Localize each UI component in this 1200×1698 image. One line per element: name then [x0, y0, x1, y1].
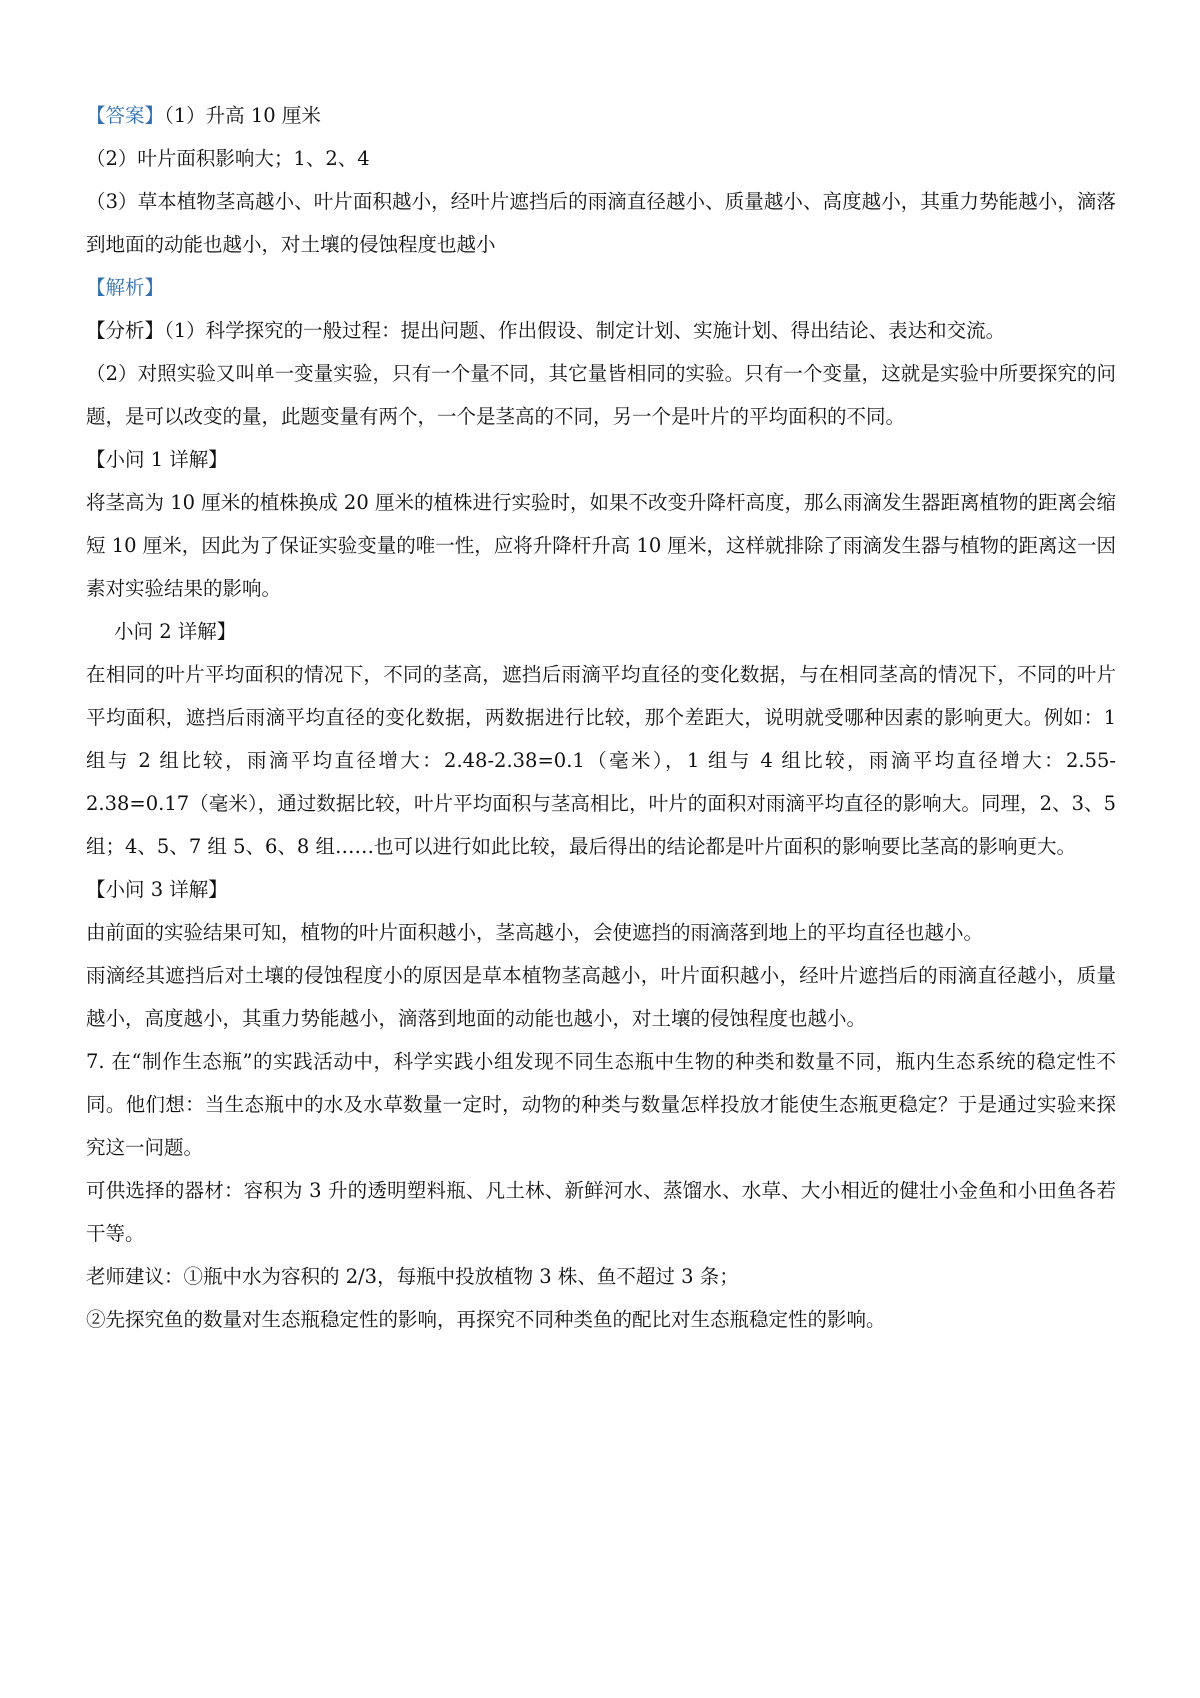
subquestion-3-heading: 【小问 3 详解】 — [86, 878, 228, 901]
subquestion-3-text-1: 由前面的实验结果可知，植物的叶片面积越小，茎高越小，会使遮挡的雨滴落到地上的平均直径也越小。 — [86, 921, 984, 944]
analysis-part-1: 【分析】（1）科学探究的一般过程：提出问题、作出假设、制定计划、实施计划、得出结论、表达和交流。 — [86, 319, 1006, 342]
question-7-stem: 7. 在“制作生态瓶”的实践活动中，科学实践小组发现不同生态瓶中生物的种类和数量不同，瓶内生态系统的稳定性不同。他们想：当生态瓶中的水及水草数量一定时，动物的种类与数量怎样投放才能使生态瓶更稳定？于是通过实验来探究这一问题。 — [86, 1050, 1116, 1159]
subquestion-2-heading: 小问 2 详解】 — [114, 620, 237, 643]
subquestion-3-text-2: 雨滴经其遮挡后对土壤的侵蚀程度小的原因是草本植物茎高越小，叶片面积越小，经叶片遮挡后的雨滴直径越小，质量越小，高度越小，其重力势能越小，滴落到地面的动能也越小，对土壤的侵蚀程度也越小。 — [86, 964, 1116, 1030]
answer-line-1 — [86, 94, 1116, 137]
subquestion-1-text: 将茎高为 10 厘米的植株换成 20 厘米的植株进行实验时，如果不改变升降杆高度，那么雨滴发生器距离植物的距离会缩短 10 厘米，因此为了保证实验变量的唯一性，应将升降杆升高 10 厘米，这样就排除了雨滴发生器与植物的距离这一因素对实验结果的影响。 — [86, 491, 1116, 600]
analysis-tag: 【解析】 — [86, 276, 165, 299]
document-page — [86, 94, 1116, 1341]
question-7-advice-1: 老师建议：①瓶中水为容积的 2/3，每瓶中投放植物 3 株、鱼不超过 3 条； — [86, 1265, 739, 1288]
question-7-materials: 可供选择的器材：容积为 3 升的透明塑料瓶、凡土林、新鲜河水、蒸馏水、水草、大小相近的健壮小金鱼和小田鱼各若干等。 — [86, 1179, 1116, 1245]
question-7-advice-2: ②先探究鱼的数量对生态瓶稳定性的影响，再探究不同种类鱼的配比对生态瓶稳定性的影响。 — [86, 1308, 886, 1331]
subquestion-2-text: 在相同的叶片平均面积的情况下，不同的茎高，遮挡后雨滴平均直径的变化数据，与在相同茎高的情况下，不同的叶片平均面积，遮挡后雨滴平均直径的变化数据，两数据进行比较，那个差距大，说明就受哪种因素的影响更大。例如：1 组与 2 组比较，雨滴平均直径增大：2.48-2.38=0.1（毫米），1 组与 4 组比较，雨滴平均直径增大：2.55-2.38=0.17（毫米），通过数据比较，叶片平均面积与茎高相比，叶片的面积对雨滴平均直径的影响大。同理，2、3、5 组；4、5、7 组 5、6、8 组……也可以进行如此比较，最后得出的结论都是叶片面积的影响要比茎高的影响更大。 — [86, 663, 1116, 858]
answer-part-1: （1）升高 10 厘米 — [164, 104, 321, 127]
subquestion-1-heading: 【小问 1 详解】 — [86, 448, 228, 471]
answer-part-3: （3）草本植物茎高越小、叶片面积越小，经叶片遮挡后的雨滴直径越小、质量越小、高度越小，其重力势能越小，滴落到地面的动能也越小，对土壤的侵蚀程度也越小 — [86, 190, 1116, 256]
answer-part-2: （2）叶片面积影响大；1、2、4 — [86, 147, 370, 170]
answer-tag: 【答案】 — [86, 104, 165, 127]
analysis-part-2: （2）对照实验又叫单一变量实验，只有一个量不同，其它量皆相同的实验。只有一个变量，这就是实验中所要探究的问题，是可以改变的量，此题变量有两个，一个是茎高的不同，另一个是叶片的平均面积的不同。 — [86, 362, 1116, 428]
